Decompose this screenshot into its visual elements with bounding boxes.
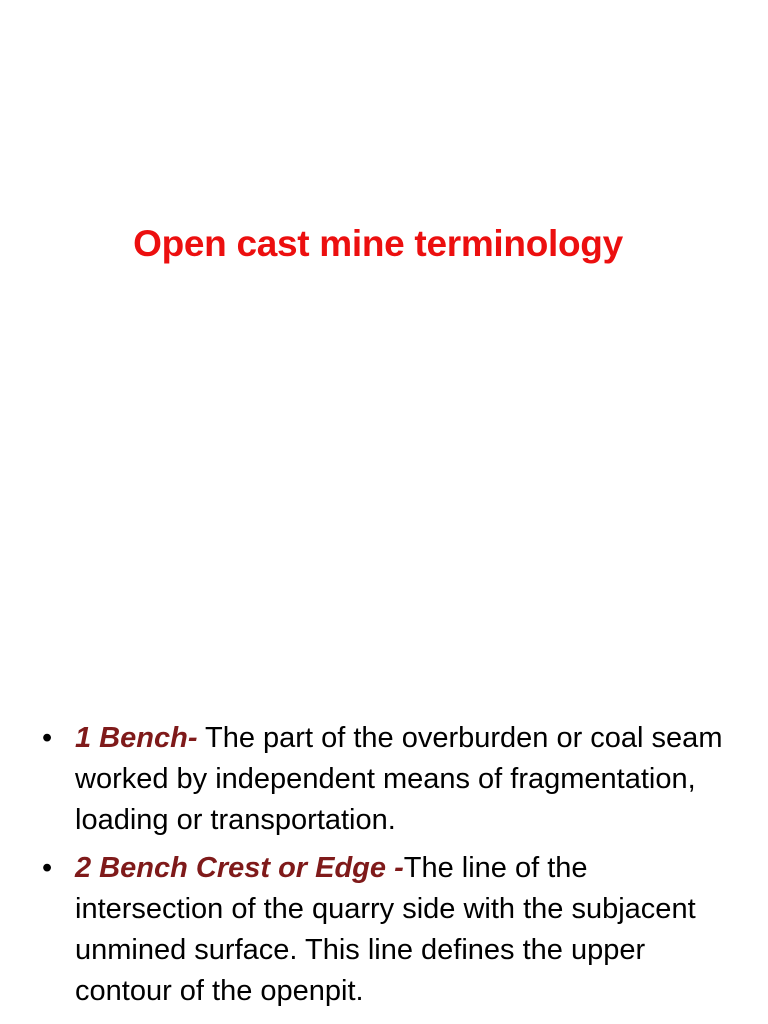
definition-bench-crest: The line of the intersection of the quarry side with the subjacent unmined surface. This line defines the upper contour of the openpit. bbox=[75, 852, 696, 1007]
bullet-item-bench-crest bbox=[42, 848, 732, 1012]
term-bench-crest: 2 Bench Crest or Edge - bbox=[75, 852, 404, 884]
slide-title: Open cast mine terminology bbox=[133, 223, 623, 264]
definition-bench: The part of the overburden or coal seam worked by independent means of fragmentation, loading or transportation. bbox=[75, 722, 723, 836]
bullet-marker: • bbox=[42, 852, 53, 884]
bullet-list bbox=[42, 718, 732, 1019]
bullet-marker: • bbox=[42, 722, 53, 754]
term-bench: 1 Bench- bbox=[75, 722, 198, 754]
bullet-item-bench bbox=[42, 718, 732, 841]
